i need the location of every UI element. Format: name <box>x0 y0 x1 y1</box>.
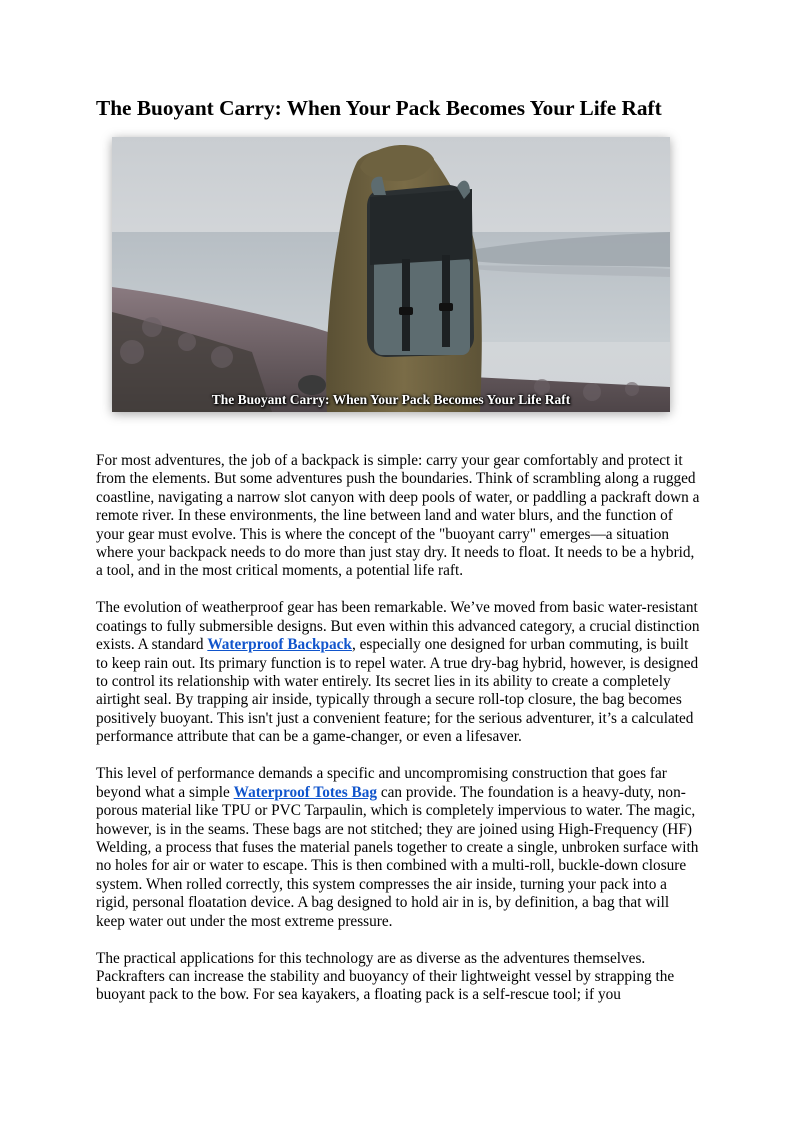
article-body <box>96 452 700 1023</box>
document-page <box>96 96 698 122</box>
paragraph-text: , especially one designed for urban commuting, is built to keep rain out. Its primary function is to repel water. A true dry-bag hybrid, however, is designed to control its relationship with water entirely. Its secret lies in its ability to create a completely airtight seal. By trapping air inside, typically through a secure roll-top closure, the bag becomes positively buoyant. This isn't just a convenient feature; for the serious adventurer, it’s a calculated performance attribute that can be a game-changer, or even a lifesaver. <box>96 636 699 746</box>
page-title: The Buoyant Carry: When Your Pack Becomes Your Life Raft <box>96 96 662 120</box>
hero-caption: The Buoyant Carry: When Your Pack Becomes Your Life Raft <box>211 392 571 407</box>
hiker-backpack-photo <box>112 137 670 412</box>
paragraph-text: The practical applications for this technology are as diverse as the adventures themselves. Packrafters can increase the stability and buoyancy of their lightweight vessel by strapping the buoyant pack to the bow. For sea kayakers, a floating pack is a self-rescue tool; if you <box>96 949 675 1004</box>
waterproof-backpack-link[interactable]: Waterproof Backpack <box>207 636 352 654</box>
paragraph <box>96 452 700 581</box>
waterproof-totes-bag-link[interactable]: Waterproof Totes Bag <box>233 783 377 801</box>
hero-image <box>112 137 670 412</box>
paragraph <box>96 599 700 746</box>
paragraph-text: This level of performance demands a specific and uncompromising construction that goes far beyond what a simple <box>96 765 667 801</box>
paragraph-text: can provide. The foundation is a heavy-duty, non-porous material like TPU or PVC Tarpaulin, which is completely impervious to water. The magic, however, is in the seams. These bags are not stitched; they are joined using High-Frequency (HF) Welding, a process that fuses the material panels together to create a single, unbroken surface with no holes for air or water to escape. This is then combined with a multi-roll, buckle-down closure system. When rolled correctly, this system compresses the air inside, turning your pack into a rigid, personal floatation device. A bag designed to hold air in is, by definition, a bag that will keep water out under the most extreme pressure. <box>96 783 699 930</box>
paragraph <box>96 950 700 1005</box>
paragraph-text: For most adventures, the job of a backpack is simple: carry your gear comfortably and protect it from the elements. But some adventures push the boundaries. Think of scrambling along a rugged coastline, navigating a narrow slot canyon with deep pools of water, or paddling a packraft down a remote river. In these environments, the line between land and water blurs, and the function of your gear must evolve. This is where the concept of the "buoyant carry" emerges—a situation where your backpack needs to do more than just stay dry. It needs to float. It needs to be a hybrid, a tool, and in the most critical moments, a potential life raft. <box>96 452 700 580</box>
paragraph-text: The evolution of weatherproof gear has been remarkable. We’ve moved from basic water-resistant coatings to fully submersible designs. But even within this advanced category, a crucial distinction exists. A standard <box>96 599 700 654</box>
paragraph <box>96 765 700 931</box>
